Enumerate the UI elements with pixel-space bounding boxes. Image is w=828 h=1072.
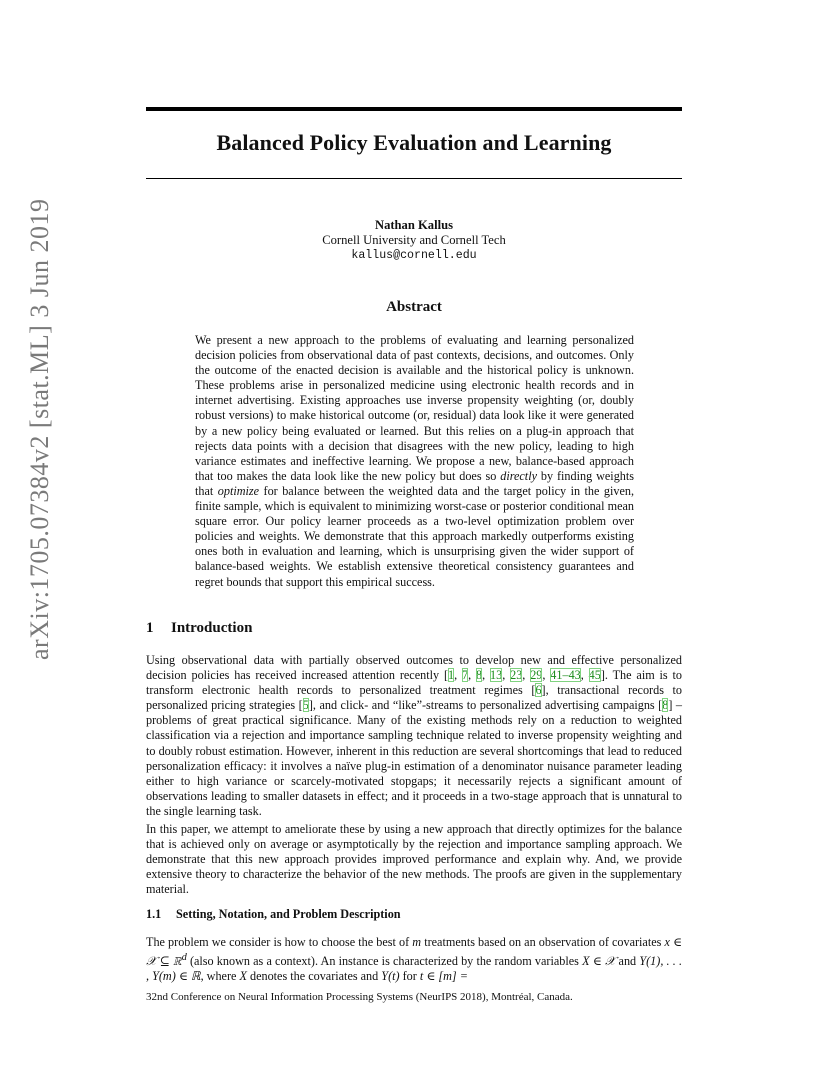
citation-link[interactable]: 13	[490, 668, 503, 683]
paragraph-text: ] – problems of great practical significance. Many of the existing methods rely on a reduction to weighted classification via a rejection and importance sampling technique related to inverse propensity weighting and to doubly robust estimation. However, inherent in this reduction are several shortcomings that lead to reduced personalization efficacy: it involves a naïve plug-in estimation of a denominator nuisance parameter leading either to high variance or scarcely-motivated stopgaps; it necessarily rejects a significant amount of observations leading to smaller datasets in effect; and it proceeds in a two-stage approach that is unnatural to the single learning task.	[146, 698, 683, 818]
citation-link[interactable]: 8	[476, 668, 483, 683]
math-symbol: m	[412, 935, 422, 949]
author-name: Nathan Kallus	[374, 218, 454, 232]
intro-paragraph-2: In this paper, we attempt to ameliorate these by using a new approach that directly optimizes for the balance that is achieved only on average or asymptotically by the rejection and importance sampling approach. We demonstrate that this new approach provides improved performance and explain why. And, we provide extensive theory to characterize the behavior of the new methods. The proofs are given in the supplementary material.	[146, 822, 682, 897]
abstract-text-part: by finding weights that	[195, 468, 635, 498]
paragraph-text: and	[618, 954, 637, 969]
math-expression: Y(1), . . . , Y(m) ∈ ℝ	[146, 954, 683, 984]
paragraph-text: treatments based on an observation of covariates	[424, 935, 662, 949]
abstract-text	[195, 333, 634, 590]
abstract-text-part: for balance between the weighted data and the target policy in the given, finite sample, which is equivalent to minimizing worst-case or posterior conditional mean square error. Our policy learner proceeds as a two-level optimization problem over policies and weights. We demonstrate that this approach markedly outperforms existing ones both in evaluation and learning, which is unsurprising given the wider support of balance-based weights. We establish extensive theoretical consistency guarantees and regret bounds that support this empirical success.	[195, 483, 634, 589]
citation-link[interactable]: 5	[302, 698, 309, 713]
paragraph-text: ]. The aim is to transform electronic health records to personalized treatment regimes [	[146, 668, 683, 698]
abstract-emphasis-optimize: optimize	[217, 483, 260, 498]
subsection-title: Setting, Notation, and Problem Description	[176, 907, 401, 921]
paragraph-text: The problem we consider is how to choose the best of	[146, 935, 410, 949]
author-block	[146, 218, 682, 263]
math-expression: x ∈ 𝒳 ⊆ ℝ	[146, 935, 683, 969]
citation-link[interactable]: 6	[535, 683, 542, 698]
citation-link[interactable]: 1	[448, 668, 455, 683]
subsection-heading-setting	[146, 907, 401, 922]
subsection-number: 1.1	[146, 907, 162, 921]
citation-link[interactable]: 7	[462, 668, 469, 683]
paragraph-text: ], and click- and “like”-streams to personalized advertising campaigns [	[308, 698, 663, 713]
title-bottom-rule	[146, 178, 682, 179]
paragraph-text: (also known as a context). An instance is characterized by the random variables	[189, 954, 579, 969]
citation-link[interactable]: 41–43	[550, 668, 581, 683]
math-expression: X ∈ 𝒳	[582, 954, 616, 969]
math-superscript: d	[181, 952, 187, 964]
setting-paragraph	[146, 935, 682, 984]
section-title: Introduction	[171, 620, 253, 636]
citation-link[interactable]: 8	[662, 698, 669, 713]
citation-link[interactable]: 23	[510, 668, 523, 683]
citation-link[interactable]: 29	[530, 668, 543, 683]
abstract-emphasis-directly: directly	[500, 468, 537, 483]
paragraph-text: denotes the covariates and	[249, 969, 379, 984]
conference-footnote: 32nd Conference on Neural Information Processing Systems (NeurIPS 2018), Montréal, Canada.	[146, 991, 573, 1003]
math-expression: X	[239, 969, 247, 984]
paper-title: Balanced Policy Evaluation and Learning	[216, 130, 612, 155]
intro-paragraph-1	[146, 653, 682, 819]
paragraph-text: , where	[200, 969, 237, 984]
abstract-heading: Abstract	[386, 299, 442, 315]
section-heading-introduction	[146, 620, 252, 637]
abstract-text-part: We present a new approach to the problems of evaluating and learning personalized decision policies from observational data of past contexts, decisions, and outcomes. Only the outcome of the enacted decision is available and the historical policy is unknown. These problems arise in personalized medicine using electronic health records and in internet advertising. Existing approaches use inverse propensity weighting (or, doubly robust versions) to make historical outcome (or, residual) data look like it were generated by a new policy being evaluated or learned. But this relies on a plug-in approach that rejects data points with a decision that disagrees with the new policy, leading to high variance estimates and ineffective learning. We propose a new, balance-based approach that too makes the data look like the new policy but does so	[195, 333, 634, 483]
math-expression: t ∈ [m] =	[419, 969, 468, 984]
paragraph-text: for	[402, 969, 417, 984]
author-email: kallus@cornell.edu	[351, 249, 477, 262]
paragraph-text: Using observational data with partially observed outcomes to develop new and effective personalized decision policies has received increased attention recently [	[146, 653, 682, 683]
author-affiliation: Cornell University and Cornell Tech	[322, 233, 506, 247]
math-expression: Y(t)	[381, 969, 400, 984]
title-top-rule	[146, 107, 682, 111]
section-number: 1	[146, 620, 154, 636]
citation-list: 1, 7, 8, 13, 23, 29, 41–43, 45	[448, 668, 601, 683]
arxiv-identifier: arXiv:1705.07384v2 [stat.ML] 3 Jun 2019	[25, 198, 54, 660]
citation-link[interactable]: 45	[588, 668, 601, 683]
paragraph-text: ], transactional records to personalized pricing strategies [	[146, 683, 683, 713]
